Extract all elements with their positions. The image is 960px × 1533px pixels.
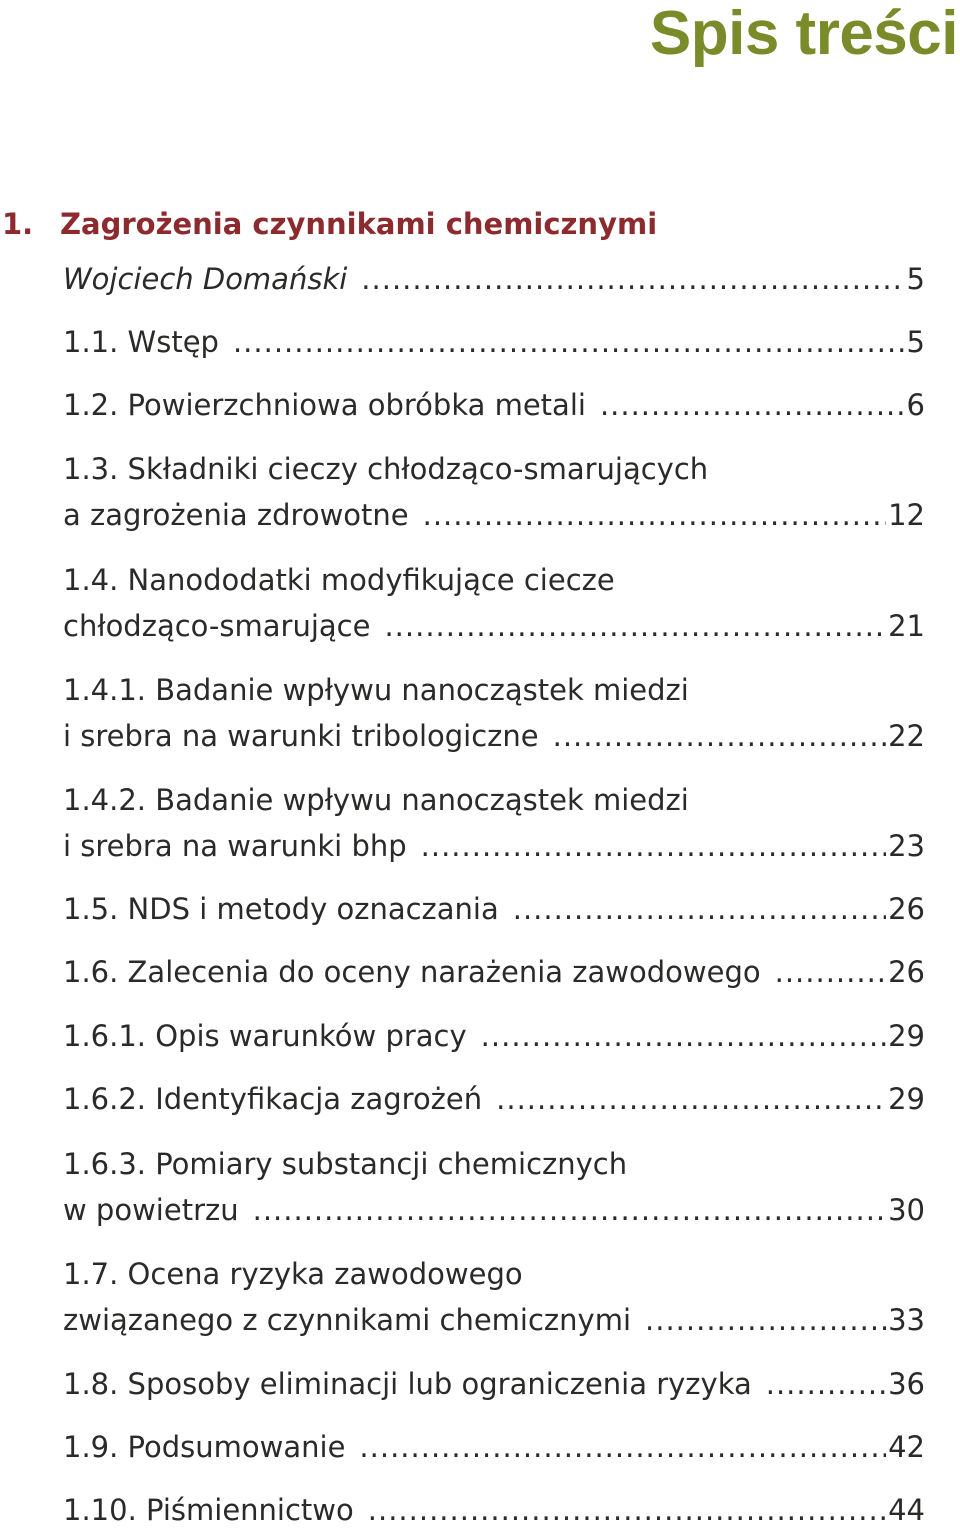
toc-entry[interactable] [63,1487,925,1533]
dot-leader [496,1076,886,1122]
page-title: Spis treści [649,0,958,68]
toc-entry[interactable] [63,319,925,365]
dot-leader [368,1487,886,1533]
toc-entry[interactable] [63,949,925,995]
toc-entry-line [63,1187,925,1233]
toc-entry-title: 1.2. Powierzchniowa obróbka metali [63,388,586,422]
toc-entry-line [63,256,925,302]
toc-entry[interactable] [63,1013,925,1059]
toc-entry-line [63,949,925,995]
dot-leader [600,382,905,428]
toc-entry-title: 1.6.3. Pomiary substancji chemicznych [63,1147,628,1181]
toc-page-number: 5 [906,325,925,359]
toc-page-number: 33 [888,1303,925,1337]
toc-page-number: 42 [888,1430,925,1464]
toc-entry[interactable] [63,382,925,428]
dot-leader [423,492,886,538]
toc-entry-line [63,446,925,492]
toc-entry-line [63,603,925,649]
toc-page-number: 21 [888,609,925,643]
toc-entry-title: 1.1. Wstęp [63,325,219,359]
dot-leader [645,1297,886,1343]
toc-entry-title: w powietrzu [63,1193,239,1227]
toc-page-number: 36 [888,1367,925,1401]
toc-page-number: 29 [888,1082,925,1116]
toc-entry-line [63,1361,925,1407]
toc-page-number: 26 [888,955,925,989]
dot-leader [233,319,905,365]
toc-page-number: 44 [888,1493,925,1527]
toc-entry-title: a zagrożenia zdrowotne [63,498,409,532]
dot-leader [481,1013,886,1059]
toc-entry-line [63,382,925,428]
toc-entry-line [63,1424,925,1470]
toc-entry-title: 1.6.2. Identyfikacja zagrożeń [63,1082,483,1116]
toc-entry-title: 1.5. NDS i metody oznaczania [63,892,499,926]
toc-entry-title: 1.3. Składniki cieczy chłodząco-smarujących [63,452,709,486]
toc-entry-line [63,557,925,603]
toc-entry-title: 1.7. Ocena ryzyka zawodowego [63,1257,523,1291]
toc-entry-title: 1.10. Piśmiennictwo [63,1493,354,1527]
toc-entry[interactable] [63,777,925,869]
toc-entry-line [63,1487,925,1533]
toc-entry-line [63,777,925,823]
dot-leader [775,949,886,995]
dot-leader [766,1361,886,1407]
toc-entry-title: 1.4.2. Badanie wpływu nanocząstek miedzi [63,783,689,817]
toc-entry[interactable] [63,557,925,649]
toc-entry-title: 1.6. Zalecenia do oceny narażenia zawodowego [63,955,761,989]
toc-entry[interactable] [63,1076,925,1122]
toc-author: Wojciech Domański [63,262,348,296]
toc-entry[interactable] [63,1424,925,1470]
toc-entry-title: chłodząco-smarujące [63,609,371,643]
dot-leader [513,886,886,932]
toc-page-number: 29 [888,1019,925,1053]
chapter-heading [2,202,657,246]
toc-entry-title: 1.9. Podsumowanie [63,1430,346,1464]
toc-entry[interactable] [63,1141,925,1233]
toc-entry-line [63,886,925,932]
toc-entry-line [63,713,925,759]
toc-entry[interactable] [63,1361,925,1407]
dot-leader [253,1187,886,1233]
toc-entry[interactable] [63,446,925,538]
toc-entry[interactable] [63,256,925,302]
toc-entry-title: 1.4. Nanododatki modyfikujące ciecze [63,563,615,597]
toc-entry-line [63,1141,925,1187]
toc-entry-line [63,492,925,538]
toc-entry-line [63,667,925,713]
chapter-title: Zagrożenia czynnikami chemicznymi [60,207,658,241]
dot-leader [359,1424,886,1470]
toc-page-number: 30 [888,1193,925,1227]
toc-entry-line [63,319,925,365]
toc-entry-title: 1.4.1. Badanie wpływu nanocząstek miedzi [63,673,689,707]
toc-page-number: 6 [906,388,925,422]
toc-entry[interactable] [63,886,925,932]
toc-page-number: 5 [906,262,925,296]
toc-page-number: 12 [888,498,925,532]
toc-entry-line [63,1076,925,1122]
toc-entry-title: 1.8. Sposoby eliminacji lub ograniczenia ryzyka [63,1367,752,1401]
toc-entry-title: i srebra na warunki tribologiczne [63,719,539,753]
chapter-number: 1. [2,207,34,241]
toc-entry-line [63,1013,925,1059]
dot-leader [553,713,886,759]
toc-entry-title: 1.6.1. Opis warunków pracy [63,1019,467,1053]
toc-entry-title: związanego z czynnikami chemicznymi [63,1303,632,1337]
dot-leader [384,603,886,649]
toc-page-number: 23 [888,829,925,863]
toc-entry-line [63,1297,925,1343]
dot-leader [421,823,886,869]
toc-entry[interactable] [63,1251,925,1343]
toc-entry-title: i srebra na warunki bhp [63,829,407,863]
toc-entry-line [63,823,925,869]
dot-leader [361,256,904,302]
toc-entry[interactable] [63,667,925,759]
toc-page-number: 26 [888,892,925,926]
toc-entry-line [63,1251,925,1297]
toc-page-number: 22 [888,719,925,753]
